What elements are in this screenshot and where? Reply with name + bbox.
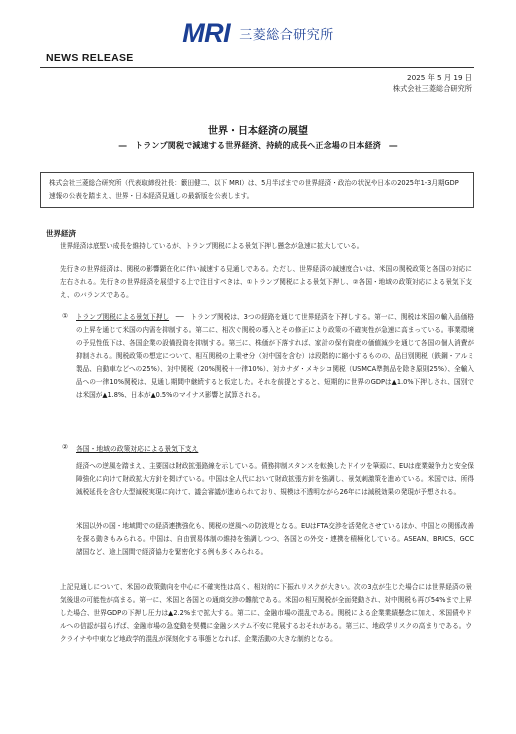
document-title: 世界・日本経済の展望 xyxy=(208,126,308,137)
item-1-number: ① xyxy=(62,312,69,320)
paragraph-1: 世界経済は底堅い成長を維持しているが、トランプ関税による景気下押し懸念が急速に拡大している。 xyxy=(60,242,364,250)
news-release-label: NEWS RELEASE xyxy=(46,52,134,64)
summary-box xyxy=(40,172,474,208)
paragraph-3: 経済への逆風を踏まえ、主要国は財政拡張路線を示している。債務抑制スタンスを転換したドイツを筆頭に、EUは産業競争力と安全保障強化に向けて財政拡大方針を掲げている。中国は全人代において財政拡張方針を強調し、景気刺激策を進めている。米国では、所得減税延長を含む大型減税実現に向けて、議会審議が進められており、規模は不透明ながら26年には減税効果の発現が予想される。 xyxy=(76,462,474,496)
paragraph-4: 米国以外の国・地域間での経済連携強化も、関税の逆風への防波堤となる。EUはFTA交渉を活発化させているほか、中国との関係改善を探る動きもみられる。中国は、自由貿易体制の維持を強調しつつ、各国との外交・連携を積極化している。ASEAN、BRICS、GCC諸国など、途上国間で経済協力を緊密化する例も多くみられる。 xyxy=(76,522,474,556)
item-1-heading: トランプ関税による景気下押し xyxy=(76,313,170,321)
summary-text: 株式会社三菱総合研究所（代表取締役社長：籔田健二、以下 MRI）は、5月半ばまでの世界経済・政治の状況や日本の2025年1-3月期GDP速報の公表を踏まえ、世界・日本経済見通しの最新版を公表します。 xyxy=(49,179,459,200)
document-subtitle: ― トランプ関税で減速する世界経済、持続的成長へ正念場の日本経済 ― xyxy=(118,141,398,150)
logo-company-name: 三菱総合研究所 xyxy=(239,28,334,43)
item-1-text: ── トランプ関税は、3つの経路を通じて世界経済を下押しする。第一に、関税は米国の輸入品価格の上昇を通じて米国の内需を抑制する。第二に、相次ぐ関税の導入とその修正により政策の不確実性が急速に高まっている。事業環境の予見性低下は、各国企業の設備投資を抑制する。第三に、株価が下落すれば、家計の保有資産の価値減少を通じて各国の個人消費が抑制される。関税政策の想定について、相互関税の上乗せ分（対中国を含む）は段階的に縮小するものの、品目別関税（鉄鋼・アルミ製品、自動車などへの25%）、対中関税（20%関税＋一律10%）、対カナダ・メキシコ関税（USMCA準拠品を除き原則25%）、全輸入品への一律10%関税は、見通し期間中継続すると仮定した。それを前提とすると、短期的に世界のGDPは▲1.0%下押しされ、国別では米国が▲1.8%、日本が▲0.5%のマイナス影響と試算される。 xyxy=(76,313,474,399)
release-date: 2025 年 5 月 19 日 xyxy=(407,73,472,82)
paragraph-2: 先行きの世界経済は、関税の影響顕在化に伴い減速する見通しである。ただし、世界経済の減速度合いは、米国の関税政策と各国の対応に左右される。先行きの世界経済を展望する上で注目すべきは、①トランプ関税による景気下押し、②各国・地域の政策対応による景気下支え、のバランスである。 xyxy=(60,265,472,299)
logo-mark: MRI xyxy=(182,18,231,48)
publisher-name: 株式会社三菱総合研究所 xyxy=(392,84,472,93)
company-logo xyxy=(0,20,516,47)
section-heading-world-economy: 世界経済 xyxy=(46,229,76,238)
header-divider xyxy=(40,67,474,68)
item-2-number: ② xyxy=(62,443,69,451)
item-2-heading: 各国・地域の政策対応による景気下支え xyxy=(76,445,199,453)
item-1 xyxy=(76,311,474,402)
paragraph-5: 上記見通しについて、米国の政策動向を中心に不確実性は高く、相対的に下振れリスクが大きい。次の3点が生じた場合には世界経済の景気後退の可能性が高まる。第一に、米国と各国との通商交渉の難航である。米国の相互関税が全面発動され、対中関税も再び54%まで上昇した場合、世界GDPの下押し圧力は▲2.2%まで拡大する。第二に、金融市場の混乱である。関税による企業業績懸念に加え、米国債やドルへの信認が揺らげば、金融市場の急変動を契機に金融システム不安に発展するおそれがある。第三に、地政学リスクの高まりである。ウクライナや中東など地政学的混乱が深刻化する事態となれば、企業活動の大きな制約となる。 xyxy=(60,583,472,643)
